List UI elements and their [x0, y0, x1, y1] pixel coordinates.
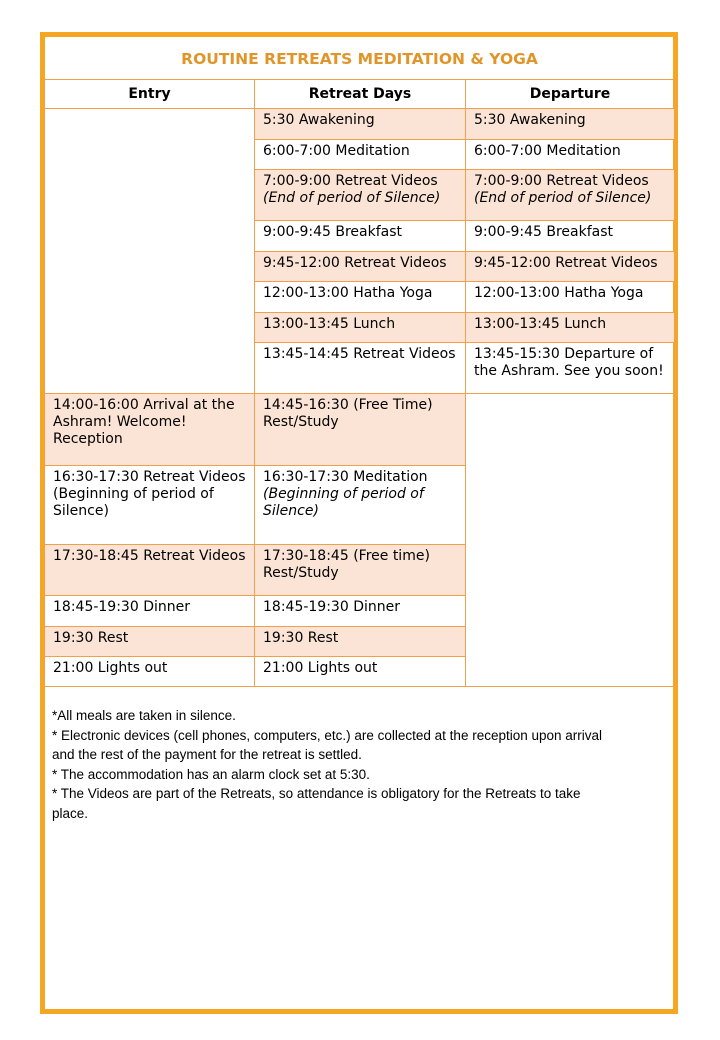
retreat-cell: 13:45-14:45 Retreat Videos	[255, 343, 466, 394]
retreat-cell: 9:00-9:45 Breakfast	[255, 221, 466, 252]
departure-cell	[466, 170, 675, 221]
retreat-cell: 14:45-16:30 (Free Time) Rest/Study	[255, 394, 466, 466]
notes-section	[52, 706, 612, 823]
table-title: ROUTINE RETREATS MEDITATION & YOGA	[45, 36, 675, 80]
retreat-note: (Beginning of period of Silence)	[263, 486, 424, 519]
header-retreat-days: Retreat Days	[255, 80, 466, 109]
departure-note: (End of period of Silence)	[474, 190, 652, 206]
retreat-text: 16:30-17:30 Meditation	[263, 469, 428, 485]
retreat-cell: 19:30 Rest	[255, 627, 466, 657]
retreat-cell: 17:30-18:45 (Free time) Rest/Study	[255, 545, 466, 596]
entry-cell: 19:30 Rest	[45, 627, 255, 657]
header-departure: Departure	[466, 80, 675, 109]
retreat-text: 7:00-9:00 Retreat Videos	[263, 173, 438, 189]
departure-cell: 12:00-13:00 Hatha Yoga	[466, 282, 675, 313]
entry-cell: 14:00-16:00 Arrival at the Ashram! Welcome! Reception	[45, 394, 255, 466]
note-line: * The Videos are part of the Retreats, so attendance is obligatory for the Retreats to take place.	[52, 786, 581, 821]
entry-cell	[45, 466, 255, 545]
note-line: * The accommodation has an alarm clock set at 5:30.	[52, 766, 370, 782]
retreat-cell	[255, 170, 466, 221]
retreat-cell: 5:30 Awakening	[255, 109, 466, 140]
entry-note: (Beginning of period of Silence)	[53, 486, 214, 519]
retreat-cell: 6:00-7:00 Meditation	[255, 140, 466, 170]
retreat-note: (End of period of Silence)	[263, 190, 441, 206]
entry-cell: 17:30-18:45 Retreat Videos	[45, 545, 255, 596]
retreat-cell: 13:00-13:45 Lunch	[255, 313, 466, 343]
departure-cell: 13:45-15:30 Departure of the Ashram. See you soon!	[466, 343, 675, 394]
departure-cell: 5:30 Awakening	[466, 109, 675, 140]
entry-cell: 18:45-19:30 Dinner	[45, 596, 255, 627]
departure-empty-cell	[466, 394, 675, 687]
retreat-cell: 9:45-12:00 Retreat Videos	[255, 252, 466, 282]
retreat-cell: 12:00-13:00 Hatha Yoga	[255, 282, 466, 313]
schedule-container	[44, 36, 674, 687]
entry-text: 16:30-17:30 Retreat Videos	[53, 469, 246, 485]
retreat-cell: 18:45-19:30 Dinner	[255, 596, 466, 627]
entry-empty-cell	[45, 109, 255, 394]
departure-text: 7:00-9:00 Retreat Videos	[474, 173, 649, 189]
departure-cell: 9:45-12:00 Retreat Videos	[466, 252, 675, 282]
entry-cell: 21:00 Lights out	[45, 657, 255, 687]
header-entry: Entry	[45, 80, 255, 109]
departure-cell: 9:00-9:45 Breakfast	[466, 221, 675, 252]
note-line: *All meals are taken in silence.	[52, 708, 236, 723]
schedule-table	[44, 36, 675, 687]
departure-cell: 13:00-13:45 Lunch	[466, 313, 675, 343]
retreat-cell: 21:00 Lights out	[255, 657, 466, 687]
departure-cell: 6:00-7:00 Meditation	[466, 140, 675, 170]
retreat-cell	[255, 466, 466, 545]
note-line: * Electronic devices (cell phones, computers, etc.) are collected at the reception upon arrival and the rest of the payment for the retreat is settled.	[52, 727, 603, 762]
